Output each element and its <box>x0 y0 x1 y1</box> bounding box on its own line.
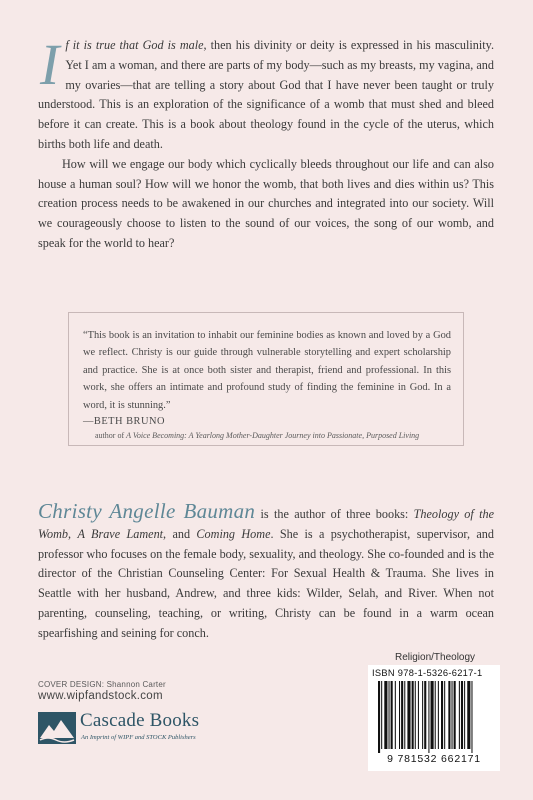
publisher-tagline: An Imprint of WIPF and STOCK Publishers <box>81 734 196 741</box>
bio-text: , and <box>163 526 197 541</box>
endorsement-author: —BETH BRUNO <box>83 416 165 428</box>
author-name: Christy Angelle Bauman <box>38 499 256 523</box>
isbn-barcode <box>368 665 500 771</box>
barcode-icon <box>368 681 500 753</box>
publisher-website[interactable]: www.wipfandstock.com <box>38 690 163 702</box>
blurb-paragraph-2: How will we engage our body which cyclically bleeds throughout our life and can also house a human soul? How will we honor the womb, that both lives and dies within us? This creation process needs to be awakened in our churches and integrated into our society. Will we courageously choose to listen to the sound of our voices, the song of our womb, and speak for the world to hear? <box>38 156 494 250</box>
back-cover-blurb <box>38 32 495 254</box>
barcode-digits: 9 781532 662171 <box>387 753 481 765</box>
credit-book-title: A Voice Becoming: A Yearlong Mother-Daughter Journey into Passionate, Purposed Living <box>126 431 420 441</box>
blurb-lead: f it is true that God is male, <box>65 38 207 52</box>
publisher-logo <box>38 712 238 748</box>
author-bio <box>38 499 494 644</box>
book-category: Religion/Theology <box>395 652 476 663</box>
book-title: Coming Home <box>196 526 271 541</box>
bio-text: . She is a psychotherapist, supervisor, and professor who focuses on the female body, sexuality, and theology. She co-founded and is the director of the Christian Counseling Center: For Sexual Health & Trauma. She lives in Seattle with her husband, Andrew, and three kids: Wilder, Selah, and River. When not parenting, counseling, teaching, or writing, Christy can be found in a warm ocean spearfishing and seining for conch. <box>38 526 494 640</box>
book-title: A Brave Lament <box>77 526 164 541</box>
publisher-name: Cascade Books <box>80 710 200 731</box>
endorsement-credit <box>83 430 451 442</box>
endorsement-box <box>68 312 464 446</box>
bio-text: is the author of three books: <box>255 507 414 521</box>
endorsement-quote: “This book is an invitation to inhabit our feminine bodies as known and loved by a God we reflect. Christy is our guide through vulnerable storytelling and expert scholarship and practice. She is at once both sister and therapist, friend and professional. In this work, she offers an intimate and profound study of finding the feminine in God. In a word, it is stunning.” <box>83 330 451 411</box>
cover-design-credit: COVER DESIGN: Shannon Carter <box>38 680 166 689</box>
mountain-logo-icon <box>38 712 76 744</box>
bio-text: , <box>68 526 78 541</box>
blurb-paragraph-1: then his divinity or deity is expressed in his masculinity. Yet I am a woman, and there are parts of my body—such as my breasts, my vagina, and my ovaries—that are telling a story about God that I have never been taught or truly understood. This is an exploration of the significance of a womb that must shed and bleed before it can create. This is a book about theology found in the cycle of the uterus, which births both life and death. <box>38 38 495 151</box>
book-title: Theology of the Womb <box>38 507 494 541</box>
drop-cap: I <box>40 32 60 97</box>
isbn-label: ISBN 978-1-5326-6217-1 <box>372 668 483 678</box>
credit-prefix: author of <box>95 431 127 441</box>
